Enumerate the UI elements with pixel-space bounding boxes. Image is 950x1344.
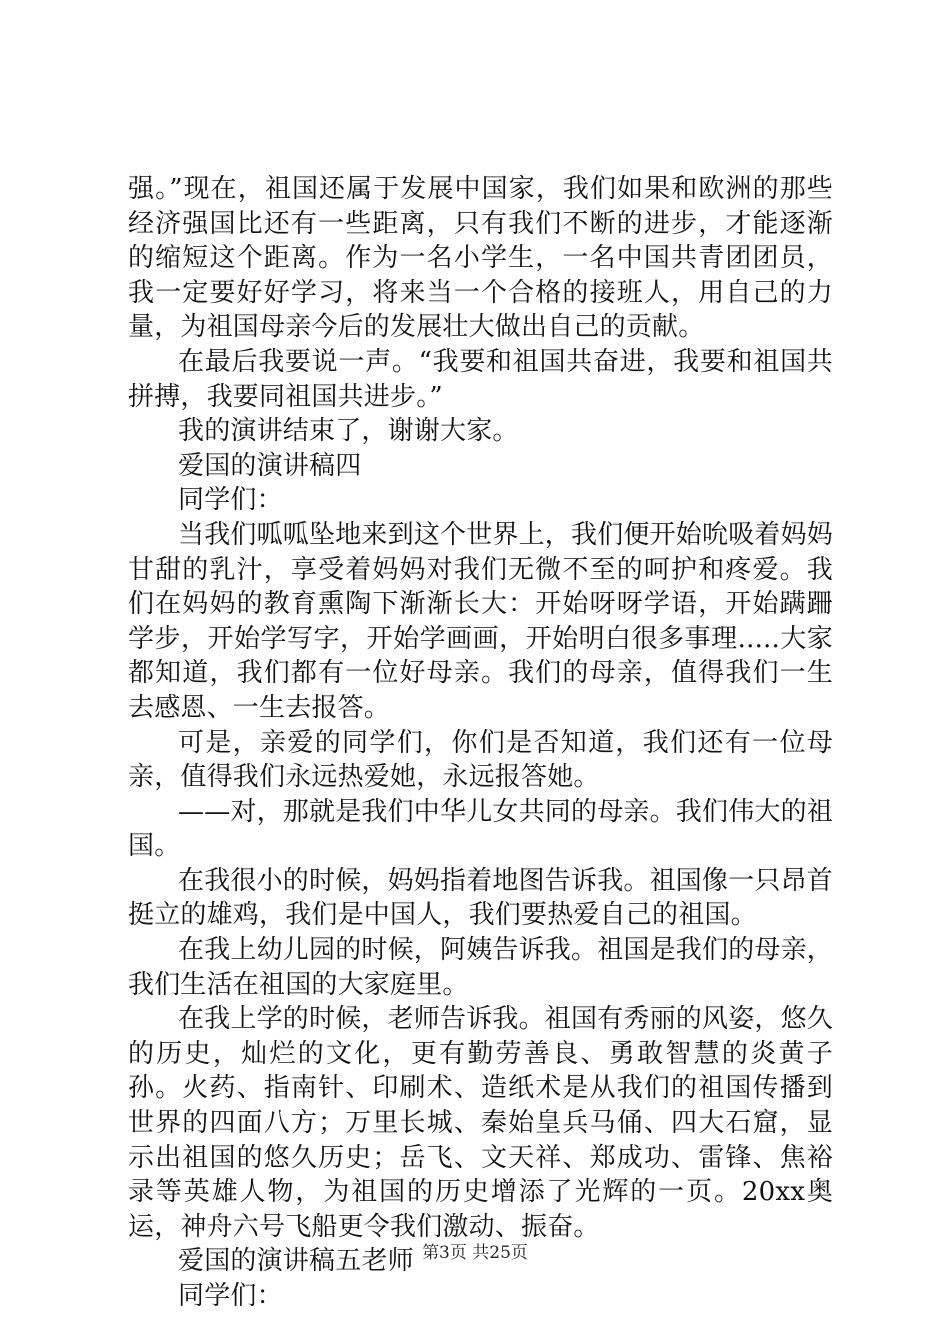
- section-heading: 爱国的演讲稿四: [178, 450, 362, 481]
- paragraph: 在最后我要说一声。“我要和祖国共奋进，我要和祖国共拼搏，我要同祖国共进步。”: [128, 346, 833, 412]
- paragraph: 可是，亲爱的同学们，你们是否知道，我们还有一位母亲，值得我们永远热爱她，永远报答她。: [128, 727, 833, 793]
- paragraph: 我的演讲结束了，谢谢大家。: [178, 416, 519, 447]
- salutation: 同学们：: [178, 485, 283, 516]
- salutation: 同学们：: [178, 1281, 283, 1311]
- document-body: [128, 172, 833, 1314]
- paragraph: 强。”现在，祖国还属于发展中国家，我们如果和欧洲的那些经济强国比还有一些距离，只有我们不断的进步，才能逐渐的缩短这个距离。作为一名小学生，一名中国共青团团员，我一定要好好学习，将来当一个合格的接班人，用自己的力量，为祖国母亲今后的发展壮大做出自己的贡献。: [128, 174, 833, 343]
- paragraph: 在我很小的时候，妈妈指着地图告诉我。祖国像一只昂首挺立的雄鸡，我们是中国人，我们要热爱自己的祖国。: [128, 865, 834, 931]
- paragraph: 当我们呱呱坠地来到这个世界上，我们便开始吮吸着妈妈甘甜的乳汁，享受着妈妈对我们无微不至的呵护和疼爱。我们在妈妈的教育熏陶下渐渐长大：开始呀呀学语，开始蹒跚学步，开始学写字，开始学画画，开始明白很多事理.....大家都知道，我们都有一位好母亲。我们的母亲，值得我们一生去感恩、一生去报答。: [128, 519, 834, 723]
- page-number-footer: 第3页 共25页: [422, 1243, 528, 1263]
- paragraph: ——对，那就是我们中华儿女共同的母亲。我们伟大的祖国。: [128, 796, 834, 862]
- paragraph: 在我上幼儿园的时候，阿姨告诉我。祖国是我们的母亲，我们生活在祖国的大家庭里。: [128, 935, 834, 1000]
- paragraph: 在我上学的时候，老师告诉我。祖国有秀丽的风姿，悠久的历史，灿烂的文化，更有勤劳善良、勇敢智慧的炎黄子孙。火药、指南针、印刷术、造纸术是从我们的祖国传播到世界的四面八方；万里长城、秦始皇兵马俑、四大石窟，显示出祖国的悠久历史；岳飞、文天祥、郑成功、雷锋、焦裕录等英雄人物，为祖国的历史增添了光辉的一页。20xx奥运，神舟六号飞船更令我们激动、振奋。: [128, 1004, 834, 1242]
- section-heading: 爱国的演讲稿五老师: [178, 1246, 414, 1277]
